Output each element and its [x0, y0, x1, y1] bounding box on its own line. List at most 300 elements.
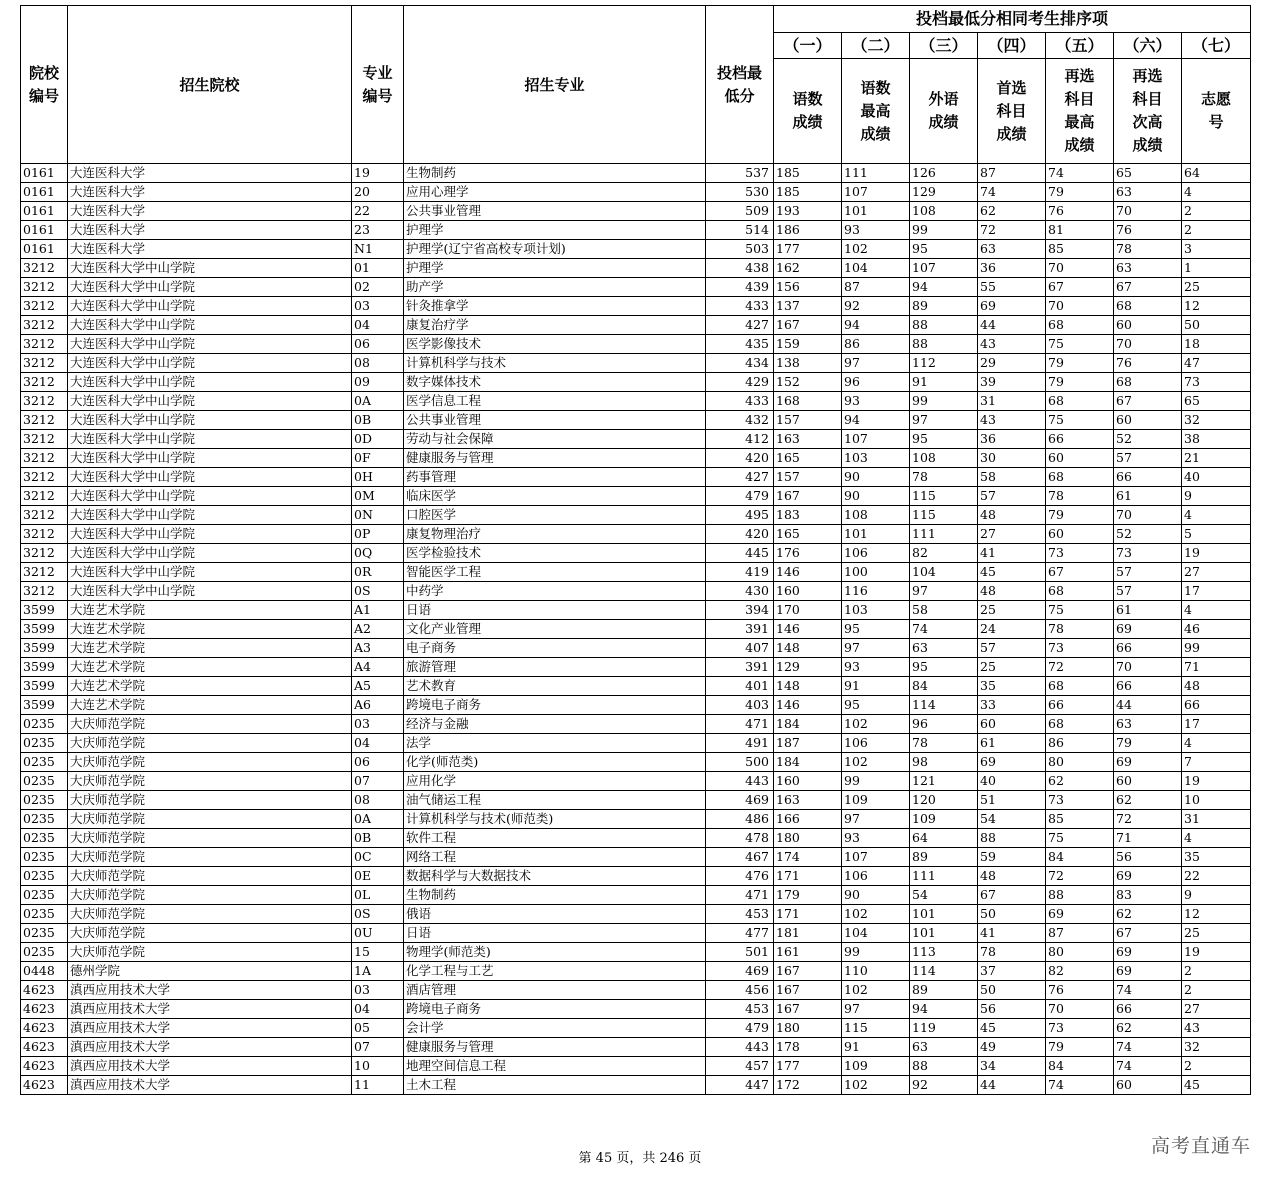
table-row — [21, 506, 1251, 525]
cell-rank-2: 116 — [842, 582, 910, 601]
cell-min-score: 478 — [706, 829, 774, 848]
cell-rank-5: 79 — [1046, 183, 1114, 202]
cell-rank-4: 44 — [978, 1076, 1046, 1095]
cell-school-code: 0235 — [21, 772, 68, 791]
cell-school-name: 大庆师范学院 — [68, 734, 352, 753]
table-row — [21, 468, 1251, 487]
header-rank-label: 再选科目最高成绩 — [1046, 59, 1114, 164]
cell-major-code: 06 — [352, 335, 404, 354]
cell-rank-6: 60 — [1114, 316, 1182, 335]
cell-rank-5: 62 — [1046, 772, 1114, 791]
cell-rank-3: 114 — [910, 696, 978, 715]
cell-rank-5: 79 — [1046, 354, 1114, 373]
cell-school-code: 3212 — [21, 259, 68, 278]
cell-rank-2: 110 — [842, 962, 910, 981]
cell-rank-3: 104 — [910, 563, 978, 582]
cell-rank-6: 70 — [1114, 658, 1182, 677]
cell-rank-3: 101 — [910, 924, 978, 943]
cell-min-score: 467 — [706, 848, 774, 867]
cell-rank-2: 95 — [842, 696, 910, 715]
cell-rank-3: 95 — [910, 658, 978, 677]
cell-rank-1: 138 — [774, 354, 842, 373]
cell-rank-7: 43 — [1182, 1019, 1251, 1038]
cell-rank-7: 19 — [1182, 772, 1251, 791]
cell-major-code: 19 — [352, 164, 404, 183]
cell-school-name: 大庆师范学院 — [68, 943, 352, 962]
header-ranking-group: 投档最低分相同考生排序项 — [774, 6, 1251, 33]
cell-major-code: 0C — [352, 848, 404, 867]
cell-min-score: 419 — [706, 563, 774, 582]
cell-school-name: 大连医科大学中山学院 — [68, 487, 352, 506]
cell-major-code: 0R — [352, 563, 404, 582]
cell-rank-5: 68 — [1046, 715, 1114, 734]
cell-min-score: 447 — [706, 1076, 774, 1095]
cell-min-score: 471 — [706, 715, 774, 734]
cell-rank-3: 91 — [910, 373, 978, 392]
cell-rank-2: 104 — [842, 924, 910, 943]
cell-rank-6: 60 — [1114, 1076, 1182, 1095]
cell-rank-5: 84 — [1046, 1057, 1114, 1076]
cell-school-code: 3212 — [21, 487, 68, 506]
cell-min-score: 420 — [706, 525, 774, 544]
cell-major-name: 临床医学 — [404, 487, 706, 506]
cell-school-name: 大庆师范学院 — [68, 867, 352, 886]
cell-min-score: 453 — [706, 905, 774, 924]
cell-rank-3: 120 — [910, 791, 978, 810]
cell-rank-7: 73 — [1182, 373, 1251, 392]
cell-rank-2: 107 — [842, 430, 910, 449]
cell-rank-2: 91 — [842, 677, 910, 696]
cell-rank-3: 97 — [910, 582, 978, 601]
cell-rank-3: 111 — [910, 525, 978, 544]
cell-rank-7: 2 — [1182, 962, 1251, 981]
cell-school-name: 大连艺术学院 — [68, 601, 352, 620]
cell-rank-3: 126 — [910, 164, 978, 183]
cell-school-code: 3212 — [21, 506, 68, 525]
cell-rank-7: 12 — [1182, 905, 1251, 924]
cell-min-score: 530 — [706, 183, 774, 202]
cell-rank-1: 181 — [774, 924, 842, 943]
cell-rank-3: 84 — [910, 677, 978, 696]
cell-rank-2: 90 — [842, 487, 910, 506]
cell-rank-7: 4 — [1182, 734, 1251, 753]
table-row — [21, 981, 1251, 1000]
cell-rank-5: 72 — [1046, 867, 1114, 886]
cell-rank-5: 68 — [1046, 468, 1114, 487]
cell-major-code: 1A — [352, 962, 404, 981]
cell-school-name: 大连医科大学中山学院 — [68, 430, 352, 449]
cell-major-name: 生物制药 — [404, 886, 706, 905]
cell-rank-4: 59 — [978, 848, 1046, 867]
cell-school-name: 滇西应用技术大学 — [68, 1019, 352, 1038]
cell-rank-2: 86 — [842, 335, 910, 354]
cell-major-name: 康复物理治疗 — [404, 525, 706, 544]
cell-rank-4: 72 — [978, 221, 1046, 240]
cell-rank-7: 32 — [1182, 411, 1251, 430]
table-row — [21, 658, 1251, 677]
cell-school-name: 大庆师范学院 — [68, 772, 352, 791]
cell-rank-1: 165 — [774, 449, 842, 468]
table-row — [21, 943, 1251, 962]
cell-rank-3: 94 — [910, 1000, 978, 1019]
cell-min-score: 476 — [706, 867, 774, 886]
cell-rank-4: 41 — [978, 544, 1046, 563]
cell-major-code: 01 — [352, 259, 404, 278]
cell-min-score: 503 — [706, 240, 774, 259]
cell-rank-1: 148 — [774, 639, 842, 658]
cell-rank-3: 64 — [910, 829, 978, 848]
cell-rank-7: 71 — [1182, 658, 1251, 677]
cell-rank-6: 66 — [1114, 677, 1182, 696]
cell-rank-3: 89 — [910, 848, 978, 867]
cell-rank-6: 60 — [1114, 772, 1182, 791]
cell-min-score: 479 — [706, 487, 774, 506]
cell-school-name: 滇西应用技术大学 — [68, 1057, 352, 1076]
cell-rank-2: 97 — [842, 639, 910, 658]
cell-rank-1: 167 — [774, 962, 842, 981]
cell-rank-7: 19 — [1182, 544, 1251, 563]
cell-school-code: 0235 — [21, 715, 68, 734]
cell-major-code: 0L — [352, 886, 404, 905]
table-row — [21, 259, 1251, 278]
cell-rank-4: 24 — [978, 620, 1046, 639]
cell-major-code: A4 — [352, 658, 404, 677]
cell-school-name: 大连医科大学中山学院 — [68, 563, 352, 582]
cell-rank-2: 91 — [842, 1038, 910, 1057]
cell-rank-6: 67 — [1114, 924, 1182, 943]
cell-rank-7: 19 — [1182, 943, 1251, 962]
cell-min-score: 486 — [706, 810, 774, 829]
cell-major-name: 日语 — [404, 924, 706, 943]
cell-rank-4: 78 — [978, 943, 1046, 962]
cell-rank-1: 171 — [774, 867, 842, 886]
cell-school-code: 0235 — [21, 829, 68, 848]
cell-rank-3: 88 — [910, 335, 978, 354]
cell-rank-2: 109 — [842, 1057, 910, 1076]
cell-rank-4: 25 — [978, 658, 1046, 677]
cell-school-code: 0161 — [21, 221, 68, 240]
cell-rank-3: 109 — [910, 810, 978, 829]
cell-major-code: 0Q — [352, 544, 404, 563]
cell-school-name: 滇西应用技术大学 — [68, 981, 352, 1000]
cell-major-code: 0N — [352, 506, 404, 525]
cell-rank-5: 76 — [1046, 202, 1114, 221]
page-footer: 第 45 页，共 246 页 — [578, 1151, 702, 1166]
cell-major-name: 土木工程 — [404, 1076, 706, 1095]
cell-rank-6: 66 — [1114, 468, 1182, 487]
cell-rank-4: 60 — [978, 715, 1046, 734]
cell-school-name: 大庆师范学院 — [68, 886, 352, 905]
cell-major-code: A5 — [352, 677, 404, 696]
cell-min-score: 479 — [706, 1019, 774, 1038]
cell-rank-2: 103 — [842, 601, 910, 620]
table-header — [21, 6, 1251, 164]
cell-rank-1: 163 — [774, 791, 842, 810]
cell-major-code: 0S — [352, 582, 404, 601]
cell-rank-6: 70 — [1114, 506, 1182, 525]
header-rank-label: 外语成绩 — [910, 59, 978, 164]
cell-school-code: 3212 — [21, 582, 68, 601]
cell-school-code: 3212 — [21, 563, 68, 582]
cell-rank-4: 58 — [978, 468, 1046, 487]
cell-rank-4: 50 — [978, 981, 1046, 1000]
cell-school-code: 0448 — [21, 962, 68, 981]
cell-rank-2: 97 — [842, 1000, 910, 1019]
cell-rank-3: 113 — [910, 943, 978, 962]
cell-major-code: 0A — [352, 392, 404, 411]
cell-rank-4: 54 — [978, 810, 1046, 829]
cell-major-name: 医学影像技术 — [404, 335, 706, 354]
cell-rank-5: 75 — [1046, 829, 1114, 848]
cell-rank-1: 146 — [774, 620, 842, 639]
cell-rank-6: 78 — [1114, 240, 1182, 259]
cell-major-name: 法学 — [404, 734, 706, 753]
table-row — [21, 582, 1251, 601]
cell-major-name: 康复治疗学 — [404, 316, 706, 335]
cell-rank-6: 62 — [1114, 1019, 1182, 1038]
cell-school-name: 大庆师范学院 — [68, 905, 352, 924]
cell-rank-2: 95 — [842, 620, 910, 639]
cell-min-score: 453 — [706, 1000, 774, 1019]
cell-school-name: 大庆师范学院 — [68, 715, 352, 734]
cell-school-name: 大连医科大学中山学院 — [68, 297, 352, 316]
cell-rank-6: 76 — [1114, 354, 1182, 373]
cell-rank-7: 10 — [1182, 791, 1251, 810]
cell-rank-2: 93 — [842, 392, 910, 411]
cell-major-code: 23 — [352, 221, 404, 240]
cell-rank-1: 157 — [774, 411, 842, 430]
cell-rank-6: 71 — [1114, 829, 1182, 848]
cell-rank-2: 97 — [842, 810, 910, 829]
cell-major-code: A3 — [352, 639, 404, 658]
cell-school-code: 4623 — [21, 1038, 68, 1057]
cell-min-score: 443 — [706, 1038, 774, 1057]
cell-min-score: 412 — [706, 430, 774, 449]
cell-rank-7: 5 — [1182, 525, 1251, 544]
admission-score-table — [20, 5, 1251, 1095]
header-rank-label: 志愿号 — [1182, 59, 1251, 164]
cell-min-score: 394 — [706, 601, 774, 620]
cell-school-name: 大连艺术学院 — [68, 677, 352, 696]
cell-school-name: 大庆师范学院 — [68, 791, 352, 810]
cell-major-name: 物理学(师范类) — [404, 943, 706, 962]
cell-min-score: 471 — [706, 886, 774, 905]
cell-rank-4: 25 — [978, 601, 1046, 620]
cell-rank-1: 185 — [774, 164, 842, 183]
cell-rank-2: 99 — [842, 772, 910, 791]
cell-rank-3: 119 — [910, 1019, 978, 1038]
cell-rank-6: 63 — [1114, 715, 1182, 734]
cell-min-score: 537 — [706, 164, 774, 183]
cell-rank-6: 57 — [1114, 582, 1182, 601]
cell-rank-3: 121 — [910, 772, 978, 791]
cell-rank-4: 39 — [978, 373, 1046, 392]
cell-school-code: 4623 — [21, 1019, 68, 1038]
cell-school-code: 0161 — [21, 164, 68, 183]
cell-major-code: 0E — [352, 867, 404, 886]
cell-rank-3: 82 — [910, 544, 978, 563]
cell-min-score: 469 — [706, 962, 774, 981]
cell-rank-5: 78 — [1046, 487, 1114, 506]
cell-rank-7: 65 — [1182, 392, 1251, 411]
cell-school-code: 3212 — [21, 354, 68, 373]
cell-rank-2: 102 — [842, 715, 910, 734]
cell-rank-7: 64 — [1182, 164, 1251, 183]
cell-rank-7: 17 — [1182, 715, 1251, 734]
cell-major-code: 0S — [352, 905, 404, 924]
cell-rank-1: 184 — [774, 715, 842, 734]
table-row — [21, 867, 1251, 886]
cell-rank-3: 95 — [910, 240, 978, 259]
cell-major-name: 生物制药 — [404, 164, 706, 183]
cell-school-code: 0235 — [21, 867, 68, 886]
cell-major-code: A2 — [352, 620, 404, 639]
cell-rank-6: 74 — [1114, 1038, 1182, 1057]
cell-rank-6: 69 — [1114, 867, 1182, 886]
header-min-score: 投档最低分 — [706, 6, 774, 164]
cell-rank-1: 148 — [774, 677, 842, 696]
cell-rank-3: 115 — [910, 506, 978, 525]
cell-rank-6: 52 — [1114, 430, 1182, 449]
table-row — [21, 430, 1251, 449]
cell-school-name: 大连医科大学中山学院 — [68, 468, 352, 487]
cell-rank-7: 4 — [1182, 506, 1251, 525]
cell-rank-4: 35 — [978, 677, 1046, 696]
cell-major-name: 会计学 — [404, 1019, 706, 1038]
cell-rank-7: 25 — [1182, 278, 1251, 297]
cell-major-code: 15 — [352, 943, 404, 962]
cell-rank-6: 70 — [1114, 202, 1182, 221]
cell-rank-7: 46 — [1182, 620, 1251, 639]
cell-rank-1: 179 — [774, 886, 842, 905]
cell-rank-1: 129 — [774, 658, 842, 677]
cell-rank-1: 167 — [774, 316, 842, 335]
cell-rank-7: 99 — [1182, 639, 1251, 658]
cell-rank-7: 35 — [1182, 848, 1251, 867]
cell-school-name: 大连医科大学中山学院 — [68, 544, 352, 563]
cell-rank-7: 18 — [1182, 335, 1251, 354]
cell-school-code: 3599 — [21, 601, 68, 620]
cell-rank-3: 101 — [910, 905, 978, 924]
cell-major-code: 07 — [352, 772, 404, 791]
cell-rank-4: 45 — [978, 1019, 1046, 1038]
cell-school-code: 0161 — [21, 240, 68, 259]
cell-rank-5: 78 — [1046, 620, 1114, 639]
cell-rank-6: 68 — [1114, 373, 1182, 392]
cell-rank-1: 185 — [774, 183, 842, 202]
cell-school-code: 4623 — [21, 1057, 68, 1076]
cell-rank-1: 156 — [774, 278, 842, 297]
cell-major-name: 口腔医学 — [404, 506, 706, 525]
cell-major-name: 旅游管理 — [404, 658, 706, 677]
cell-rank-7: 2 — [1182, 202, 1251, 221]
cell-major-name: 数字媒体技术 — [404, 373, 706, 392]
cell-major-code: 0F — [352, 449, 404, 468]
table-row — [21, 905, 1251, 924]
header-rank-label: 首选科目成绩 — [978, 59, 1046, 164]
cell-school-name: 大连医科大学 — [68, 221, 352, 240]
cell-school-name: 大连医科大学中山学院 — [68, 259, 352, 278]
header-school-name: 招生院校 — [68, 6, 352, 164]
cell-rank-2: 115 — [842, 1019, 910, 1038]
cell-school-name: 大连医科大学中山学院 — [68, 449, 352, 468]
cell-rank-5: 86 — [1046, 734, 1114, 753]
cell-school-name: 大连医科大学中山学院 — [68, 411, 352, 430]
cell-major-name: 数据科学与大数据技术 — [404, 867, 706, 886]
cell-rank-2: 109 — [842, 791, 910, 810]
cell-rank-2: 106 — [842, 867, 910, 886]
cell-rank-4: 88 — [978, 829, 1046, 848]
cell-rank-7: 2 — [1182, 221, 1251, 240]
cell-rank-5: 75 — [1046, 335, 1114, 354]
cell-rank-4: 62 — [978, 202, 1046, 221]
cell-min-score: 429 — [706, 373, 774, 392]
cell-school-code: 3599 — [21, 696, 68, 715]
cell-rank-5: 60 — [1046, 449, 1114, 468]
cell-major-code: 03 — [352, 981, 404, 1000]
cell-major-code: 0H — [352, 468, 404, 487]
cell-rank-4: 43 — [978, 411, 1046, 430]
table-row — [21, 620, 1251, 639]
cell-min-score: 514 — [706, 221, 774, 240]
cell-rank-4: 34 — [978, 1057, 1046, 1076]
cell-rank-7: 50 — [1182, 316, 1251, 335]
cell-rank-3: 97 — [910, 411, 978, 430]
cell-major-code: 22 — [352, 202, 404, 221]
table-row — [21, 1019, 1251, 1038]
cell-rank-2: 102 — [842, 981, 910, 1000]
cell-school-name: 大连医科大学中山学院 — [68, 354, 352, 373]
cell-rank-4: 48 — [978, 582, 1046, 601]
cell-min-score: 500 — [706, 753, 774, 772]
cell-rank-1: 157 — [774, 468, 842, 487]
cell-rank-5: 73 — [1046, 1019, 1114, 1038]
cell-rank-5: 60 — [1046, 525, 1114, 544]
cell-rank-4: 69 — [978, 753, 1046, 772]
cell-rank-3: 78 — [910, 734, 978, 753]
cell-rank-5: 67 — [1046, 278, 1114, 297]
cell-major-name: 公共事业管理 — [404, 411, 706, 430]
cell-major-name: 药事管理 — [404, 468, 706, 487]
cell-min-score: 438 — [706, 259, 774, 278]
cell-rank-1: 170 — [774, 601, 842, 620]
cell-rank-1: 146 — [774, 696, 842, 715]
cell-rank-4: 48 — [978, 867, 1046, 886]
table-row — [21, 221, 1251, 240]
cell-rank-7: 25 — [1182, 924, 1251, 943]
cell-rank-4: 36 — [978, 430, 1046, 449]
cell-rank-3: 111 — [910, 867, 978, 886]
cell-school-code: 0235 — [21, 810, 68, 829]
cell-major-code: A1 — [352, 601, 404, 620]
table-row — [21, 278, 1251, 297]
cell-rank-3: 89 — [910, 981, 978, 1000]
cell-major-code: 20 — [352, 183, 404, 202]
cell-school-code: 3599 — [21, 677, 68, 696]
cell-rank-6: 76 — [1114, 221, 1182, 240]
cell-rank-5: 84 — [1046, 848, 1114, 867]
table-row — [21, 696, 1251, 715]
cell-rank-7: 1 — [1182, 259, 1251, 278]
cell-rank-3: 114 — [910, 962, 978, 981]
cell-min-score: 433 — [706, 392, 774, 411]
cell-rank-4: 29 — [978, 354, 1046, 373]
cell-major-name: 护理学 — [404, 221, 706, 240]
cell-school-code: 3212 — [21, 373, 68, 392]
cell-major-name: 医学检验技术 — [404, 544, 706, 563]
table-row — [21, 848, 1251, 867]
table-row — [21, 791, 1251, 810]
